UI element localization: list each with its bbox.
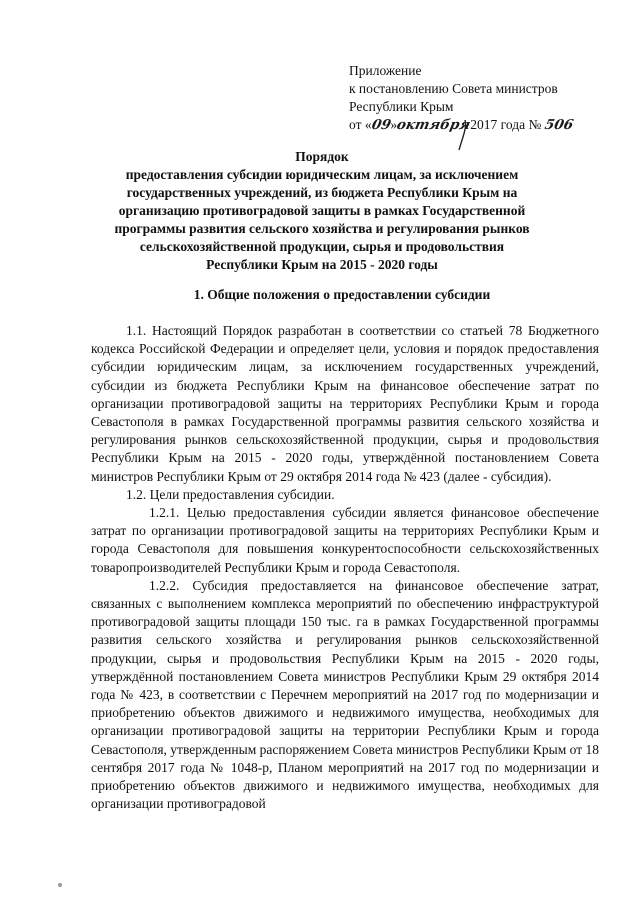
number-prefix: № <box>528 117 542 132</box>
title-line-1: Порядок <box>295 149 349 164</box>
title-line-5: программы развития сельского хозяйства и регулирования рынков <box>114 221 530 236</box>
date-prefix: от « <box>349 117 372 132</box>
handwritten-day: 09 <box>369 117 393 133</box>
title-line-6: сельскохозяйственной продукции, сырья и продовольствия <box>139 239 505 254</box>
appendix-date-line <box>349 116 573 134</box>
appendix-header <box>349 62 573 134</box>
appendix-line-3: Республики Крым <box>349 99 454 114</box>
date-mid: » <box>390 117 398 132</box>
appendix-line-1: Приложение <box>349 63 422 78</box>
handwritten-month: октября <box>395 117 472 133</box>
section-1-heading: 1. Общие положения о предоставлении субсидии <box>193 287 491 302</box>
paragraph-1-2: 1.2. Цели предоставления субсидии. <box>126 486 335 502</box>
year-text: 2017 года <box>470 117 526 132</box>
paragraph-1-2-2: 1.2.2. Субсидия предоставляется на финансовое обеспечение затрат, связанных с выполнением комплекса мероприятий по обеспечению инфраструктурой противоградовой защиты площади 150 тыс. га в рамках Государственной программы развития сельского хозяйства и регулирования рынков сельскохозяйственной продукции, сырья и продовольствия Республики Крым на 2015 - 2020 годы, утверждённой постановлением Совета министров Республики Крым 29 октября 2014 года № 423, в соответствии с Перечнем мероприятий на 2017 год по модернизации и приобретению объектов движимого и недвижимого имущества, необходимых для организации противоградовой защиты на территории Республики Крым и города Севастополя, утвержденным распоряжением Совета министров Республики Крым от 18 сентября 2017 года № 1048-р, Планом мероприятий на 2017 год по модернизации и приобретению объектов движимого и недвижимого имущества, необходимых для организации противоградовой <box>91 577 599 812</box>
title-line-2: предоставления субсидии юридическим лицам, за исключением <box>125 167 519 182</box>
paragraph-1-1: 1.1. Настоящий Порядок разработан в соответствии со статьей 78 Бюджетного кодекса Российской Федерации и определяет цели, условия и порядок предоставления субсидии юридическим лицам, за исключением государственных учреждений, субсидии из бюджета Республики Крым на финансовое обеспечение затрат по организации противоградовой защиты на территориях Республики Крым и города Севастополя в рамках Государственной программы развития сельского хозяйства и регулирования рынков сельскохозяйственной продукции, сырья и продовольствия Республики Крым на 2015 - 2020 годы, утверждённой постановлением Совета министров Республики Крым от 29 октября 2014 года № 423 (далее - субсидия). <box>91 323 599 484</box>
handwritten-number: 506 <box>543 117 575 133</box>
title-line-7: Республики Крым на 2015 - 2020 годы <box>206 257 438 272</box>
document-body <box>91 322 599 813</box>
scan-speck <box>58 883 62 887</box>
document-title <box>92 148 552 274</box>
title-line-4: организацию противоградовой защиты в рамках Государственной <box>118 203 526 218</box>
title-line-3: государственных учреждений, из бюджета Республики Крым на <box>126 185 518 200</box>
paragraph-1-2-1: 1.2.1. Целью предоставления субсидии является финансовое обеспечение затрат по организации противоградовой защиты на территориях Республики Крым и города Севастополя для повышения конкурентоспособности сельскохозяйственных товаропроизводителей Республики Крым и города Севастополя. <box>91 505 599 575</box>
appendix-line-2: к постановлению Совета министров <box>349 81 558 96</box>
